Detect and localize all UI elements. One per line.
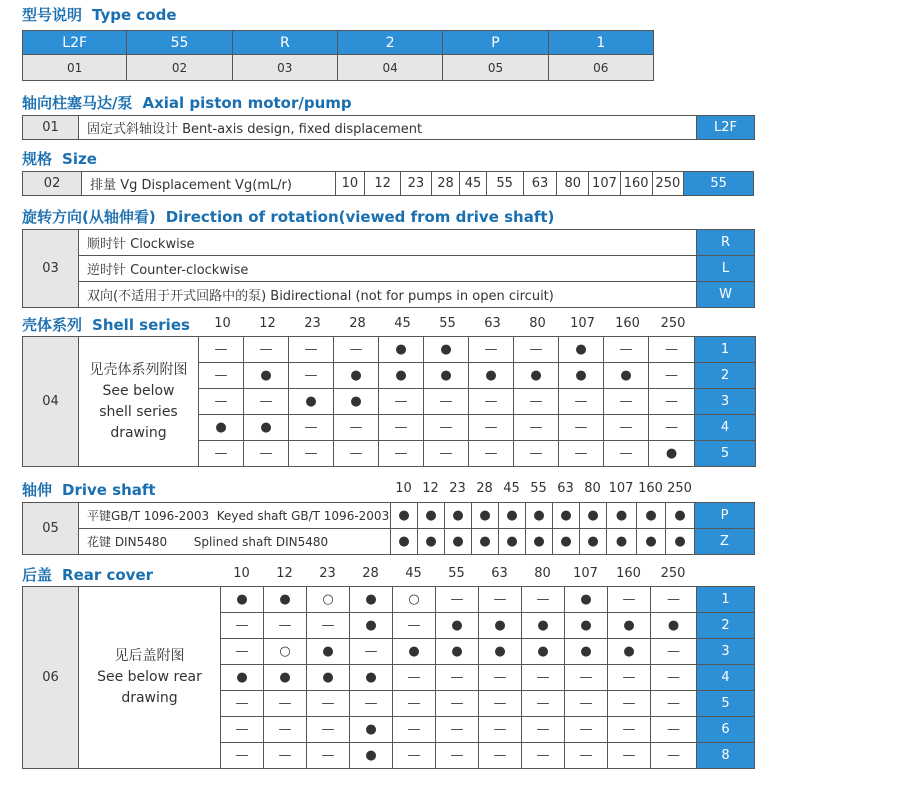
available-mark: ● [436,613,479,639]
size-value: 28 [431,172,460,196]
available-mark: ● [580,503,607,529]
option-code: 6 [697,717,755,743]
available-mark: ● [334,389,379,415]
available-mark: ● [553,529,580,555]
heading-en: Rear cover [62,566,154,584]
not-available-mark: — [651,587,697,613]
available-mark: ● [565,613,608,639]
available-mark: ● [445,529,472,555]
type-code-cell: 55 [127,31,232,55]
section-number: 04 [23,337,79,467]
size-label: 12 [276,566,293,581]
position-cell: 01 [23,55,127,81]
size-label: 10 [233,566,250,581]
heading-en: Axial piston motor/pump [142,94,352,112]
available-mark: ● [391,529,418,555]
not-available-mark: — [604,441,649,467]
not-available-mark: — [522,587,565,613]
available-mark: ● [289,389,334,415]
not-available-mark: — [221,691,264,717]
not-available-mark: — [307,743,350,769]
option-code: 5 [695,441,756,467]
section-number: 06 [23,587,79,769]
section-number: 01 [23,116,79,140]
size-label: 250 [660,316,686,331]
shell-table [22,336,756,467]
type-code-cell: 1 [548,31,653,55]
drive-size-header [390,481,696,496]
option-code: 1 [695,337,756,363]
not-available-mark: — [379,441,424,467]
available-mark: ● [221,665,264,691]
not-available-mark: — [244,441,289,467]
size-table [22,171,754,196]
size-value: 23 [401,172,432,196]
not-available-mark: — [608,717,651,743]
available-mark: ● [334,363,379,389]
size-value: 45 [460,172,486,196]
available-mark: ● [393,639,436,665]
size-heading [22,148,97,169]
not-available-mark: — [199,337,244,363]
available-mark: ● [522,613,565,639]
shell-size-header [200,316,696,331]
not-available-mark: — [289,415,334,441]
not-available-mark: — [608,587,651,613]
not-available-mark: — [393,613,436,639]
label-en: See below shell series drawing [99,382,178,441]
available-mark: ● [199,415,244,441]
not-available-mark: — [221,613,264,639]
not-available-mark: — [479,717,522,743]
option-code: 2 [695,363,756,389]
size-value: 63 [523,172,557,196]
available-mark: ● [479,639,522,665]
available-mark: ● [436,639,479,665]
available-mark: ● [651,613,697,639]
not-available-mark: — [479,587,522,613]
not-available-mark: — [559,441,604,467]
available-mark: ● [307,639,350,665]
heading-en: Drive shaft [62,481,156,499]
size-label: 23 [304,316,321,331]
optional-mark: ○ [264,639,307,665]
size-label: 55 [530,481,547,496]
available-mark: ● [526,503,553,529]
not-available-mark: — [651,665,697,691]
not-available-mark: — [244,389,289,415]
heading-cn: 旋转方向(从轴伸看) [22,208,156,226]
axial-heading [22,92,352,113]
available-mark: ● [637,529,666,555]
option-code: 55 [684,172,754,196]
heading-en: Direction of rotation(viewed from drive shaft) [165,208,555,226]
option-code: 4 [695,415,756,441]
size-label: 排量 Vg Displacement Vg(mL/r) [82,172,336,196]
size-label: 28 [362,566,379,581]
section-number: 02 [23,172,82,196]
size-label: 160 [638,481,663,496]
not-available-mark: — [469,389,514,415]
not-available-mark: — [436,691,479,717]
size-label: 45 [503,481,520,496]
not-available-mark: — [479,665,522,691]
not-available-mark: — [565,665,608,691]
not-available-mark: — [289,441,334,467]
not-available-mark: — [522,665,565,691]
position-cell: 03 [232,55,337,81]
heading-en: Shell series [92,316,190,334]
option-code: R [697,230,755,256]
rotation-option: 双向(不适用于开式回路中的泵) Bidirectional (not for pumps in open circuit) [79,282,697,308]
type-code-cell: P [443,31,548,55]
option-code: 8 [697,743,755,769]
rotation-option: 逆时针 Counter-clockwise [79,256,697,282]
section-number: 05 [23,503,79,555]
position-cell: 05 [443,55,548,81]
rotation-heading [22,206,554,227]
size-value: 107 [589,172,621,196]
not-available-mark: — [514,337,559,363]
heading-cn: 轴伸 [22,481,53,499]
size-label: 250 [667,481,692,496]
not-available-mark: — [289,337,334,363]
available-mark: ● [307,665,350,691]
not-available-mark: — [608,743,651,769]
not-available-mark: — [604,389,649,415]
shaft-option: 平键GB/T 1096-2003 Keyed shaft GB/T 1096-2003 [79,503,391,529]
not-available-mark: — [565,743,608,769]
available-mark: ● [559,363,604,389]
position-cell: 02 [127,55,232,81]
available-mark: ● [637,503,666,529]
not-available-mark: — [608,665,651,691]
available-mark: ● [350,743,393,769]
available-mark: ● [608,639,651,665]
rear-cover-table [22,586,755,769]
not-available-mark: — [221,743,264,769]
position-cell: 04 [337,55,442,81]
drive-shaft-heading [22,479,156,500]
available-mark: ● [350,587,393,613]
not-available-mark: — [651,691,697,717]
option-code: L [697,256,755,282]
size-label: 80 [529,316,546,331]
option-code: 3 [695,389,756,415]
available-mark: ● [526,529,553,555]
available-mark: ● [472,503,499,529]
available-mark: ● [479,613,522,639]
size-label: 160 [615,316,640,331]
available-mark: ● [418,529,445,555]
size-value: 12 [365,172,401,196]
heading-cn: 后盖 [22,566,53,584]
not-available-mark: — [199,441,244,467]
drawing-reference-label [79,337,199,467]
not-available-mark: — [522,717,565,743]
not-available-mark: — [264,613,307,639]
not-available-mark: — [649,337,695,363]
size-label: 55 [448,566,465,581]
heading-en: Size [62,150,97,168]
size-label: 23 [449,481,466,496]
option-code: 2 [697,613,755,639]
size-label: 10 [395,481,412,496]
heading-cn: 规格 [22,150,53,168]
table-row [23,503,755,529]
size-label: 45 [394,316,411,331]
not-available-mark: — [199,363,244,389]
size-label: 28 [349,316,366,331]
not-available-mark: — [334,415,379,441]
size-label: 80 [534,566,551,581]
available-mark: ● [607,529,637,555]
drawing-reference-label [79,587,221,769]
not-available-mark: — [565,691,608,717]
not-available-mark: — [264,691,307,717]
available-mark: ● [522,639,565,665]
available-mark: ● [472,529,499,555]
not-available-mark: — [469,441,514,467]
available-mark: ● [350,613,393,639]
available-mark: ● [379,337,424,363]
size-label: 12 [259,316,276,331]
option-code: 3 [697,639,755,665]
not-available-mark: — [379,389,424,415]
size-value: 80 [557,172,589,196]
table-row [23,337,756,363]
not-available-mark: — [393,691,436,717]
optional-mark: ○ [393,587,436,613]
size-value: 250 [652,172,684,196]
size-label: 63 [491,566,508,581]
not-available-mark: — [424,441,469,467]
not-available-mark: — [479,691,522,717]
available-mark: ● [424,363,469,389]
available-mark: ● [666,529,695,555]
size-label: 10 [214,316,231,331]
size-label: 250 [660,566,686,581]
not-available-mark: — [307,613,350,639]
size-label: 23 [319,566,336,581]
not-available-mark: — [199,389,244,415]
size-label: 12 [422,481,439,496]
option-code: 1 [697,587,755,613]
size-value: 10 [335,172,365,196]
not-available-mark: — [436,743,479,769]
size-label: 107 [573,566,598,581]
option-code: 5 [697,691,755,717]
label-cn: 见后盖附图 [114,648,185,664]
available-mark: ● [350,665,393,691]
available-mark: ● [666,503,695,529]
available-mark: ● [469,363,514,389]
optional-mark: ○ [307,587,350,613]
not-available-mark: — [651,639,697,665]
not-available-mark: — [334,441,379,467]
available-mark: ● [553,503,580,529]
available-mark: ● [264,665,307,691]
type-code-cell: 2 [337,31,442,55]
not-available-mark: — [221,639,264,665]
position-cell: 06 [548,55,653,81]
size-label: 160 [616,566,641,581]
not-available-mark: — [608,691,651,717]
available-mark: ● [565,639,608,665]
type-code-heading [22,4,177,25]
available-mark: ● [379,363,424,389]
not-available-mark: — [522,743,565,769]
section-number: 03 [23,230,79,308]
size-value: 160 [620,172,652,196]
not-available-mark: — [522,691,565,717]
not-available-mark: — [604,415,649,441]
not-available-mark: — [393,665,436,691]
available-mark: ● [499,529,526,555]
available-mark: ● [499,503,526,529]
not-available-mark: — [559,415,604,441]
available-mark: ● [221,587,264,613]
not-available-mark: — [350,639,393,665]
size-label: 28 [476,481,493,496]
available-mark: ● [244,363,289,389]
size-label: 80 [584,481,601,496]
available-mark: ● [391,503,418,529]
available-mark: ● [514,363,559,389]
label-en: See below rear drawing [97,669,202,706]
not-available-mark: — [334,337,379,363]
not-available-mark: — [436,665,479,691]
not-available-mark: — [649,389,695,415]
not-available-mark: — [514,441,559,467]
not-available-mark: — [436,587,479,613]
heading-cn: 型号说明 [22,6,83,24]
size-label: 55 [439,316,456,331]
option-code: P [695,503,755,529]
option-code: W [697,282,755,308]
available-mark: ● [607,503,637,529]
not-available-mark: — [436,717,479,743]
not-available-mark: — [469,415,514,441]
available-mark: ● [350,717,393,743]
available-mark: ● [445,503,472,529]
available-mark: ● [424,337,469,363]
option-code: Z [695,529,755,555]
heading-cn: 轴向柱塞马达/泵 [22,94,133,112]
available-mark: ● [580,529,607,555]
shell-heading [22,314,190,335]
not-available-mark: — [393,743,436,769]
rear-cover-heading [22,564,153,585]
available-mark: ● [264,587,307,613]
not-available-mark: — [514,389,559,415]
rotation-table [22,229,755,308]
not-available-mark: — [649,415,695,441]
table-row [23,587,755,613]
not-available-mark: — [651,743,697,769]
table-row [23,529,755,555]
not-available-mark: — [651,717,697,743]
drive-shaft-table [22,502,755,555]
size-value: 55 [486,172,523,196]
not-available-mark: — [565,717,608,743]
size-label: 63 [557,481,574,496]
not-available-mark: — [393,717,436,743]
not-available-mark: — [559,389,604,415]
type-code-cell: L2F [23,31,127,55]
axial-table [22,115,755,140]
not-available-mark: — [424,389,469,415]
not-available-mark: — [289,363,334,389]
not-available-mark: — [307,691,350,717]
rear-size-header [220,566,696,581]
available-mark: ● [559,337,604,363]
heading-cn: 壳体系列 [22,316,83,334]
not-available-mark: — [350,691,393,717]
not-available-mark: — [469,337,514,363]
size-label: 45 [405,566,422,581]
shaft-option: 花键 DIN5480 Splined shaft DIN5480 [79,529,391,555]
size-label: 107 [608,481,634,496]
rotation-option: 顺时针 Clockwise [79,230,697,256]
size-label: 63 [484,316,501,331]
not-available-mark: — [307,717,350,743]
option-code: L2F [697,116,755,140]
not-available-mark: — [604,337,649,363]
axial-description: 固定式斜轴设计 Bent-axis design, fixed displacement [79,116,697,140]
not-available-mark: — [479,743,522,769]
available-mark: ● [244,415,289,441]
available-mark: ● [649,441,695,467]
not-available-mark: — [221,717,264,743]
available-mark: ● [608,613,651,639]
size-label: 107 [570,316,595,331]
available-mark: ● [418,503,445,529]
available-mark: ● [604,363,649,389]
not-available-mark: — [514,415,559,441]
type-code-table [22,30,654,81]
option-code: 4 [697,665,755,691]
label-cn: 见壳体系列附图 [89,361,188,378]
not-available-mark: — [244,337,289,363]
not-available-mark: — [424,415,469,441]
not-available-mark: — [264,743,307,769]
heading-en: Type code [92,6,177,24]
not-available-mark: — [379,415,424,441]
available-mark: ● [565,587,608,613]
not-available-mark: — [264,717,307,743]
type-code-cell: R [232,31,337,55]
not-available-mark: — [649,363,695,389]
